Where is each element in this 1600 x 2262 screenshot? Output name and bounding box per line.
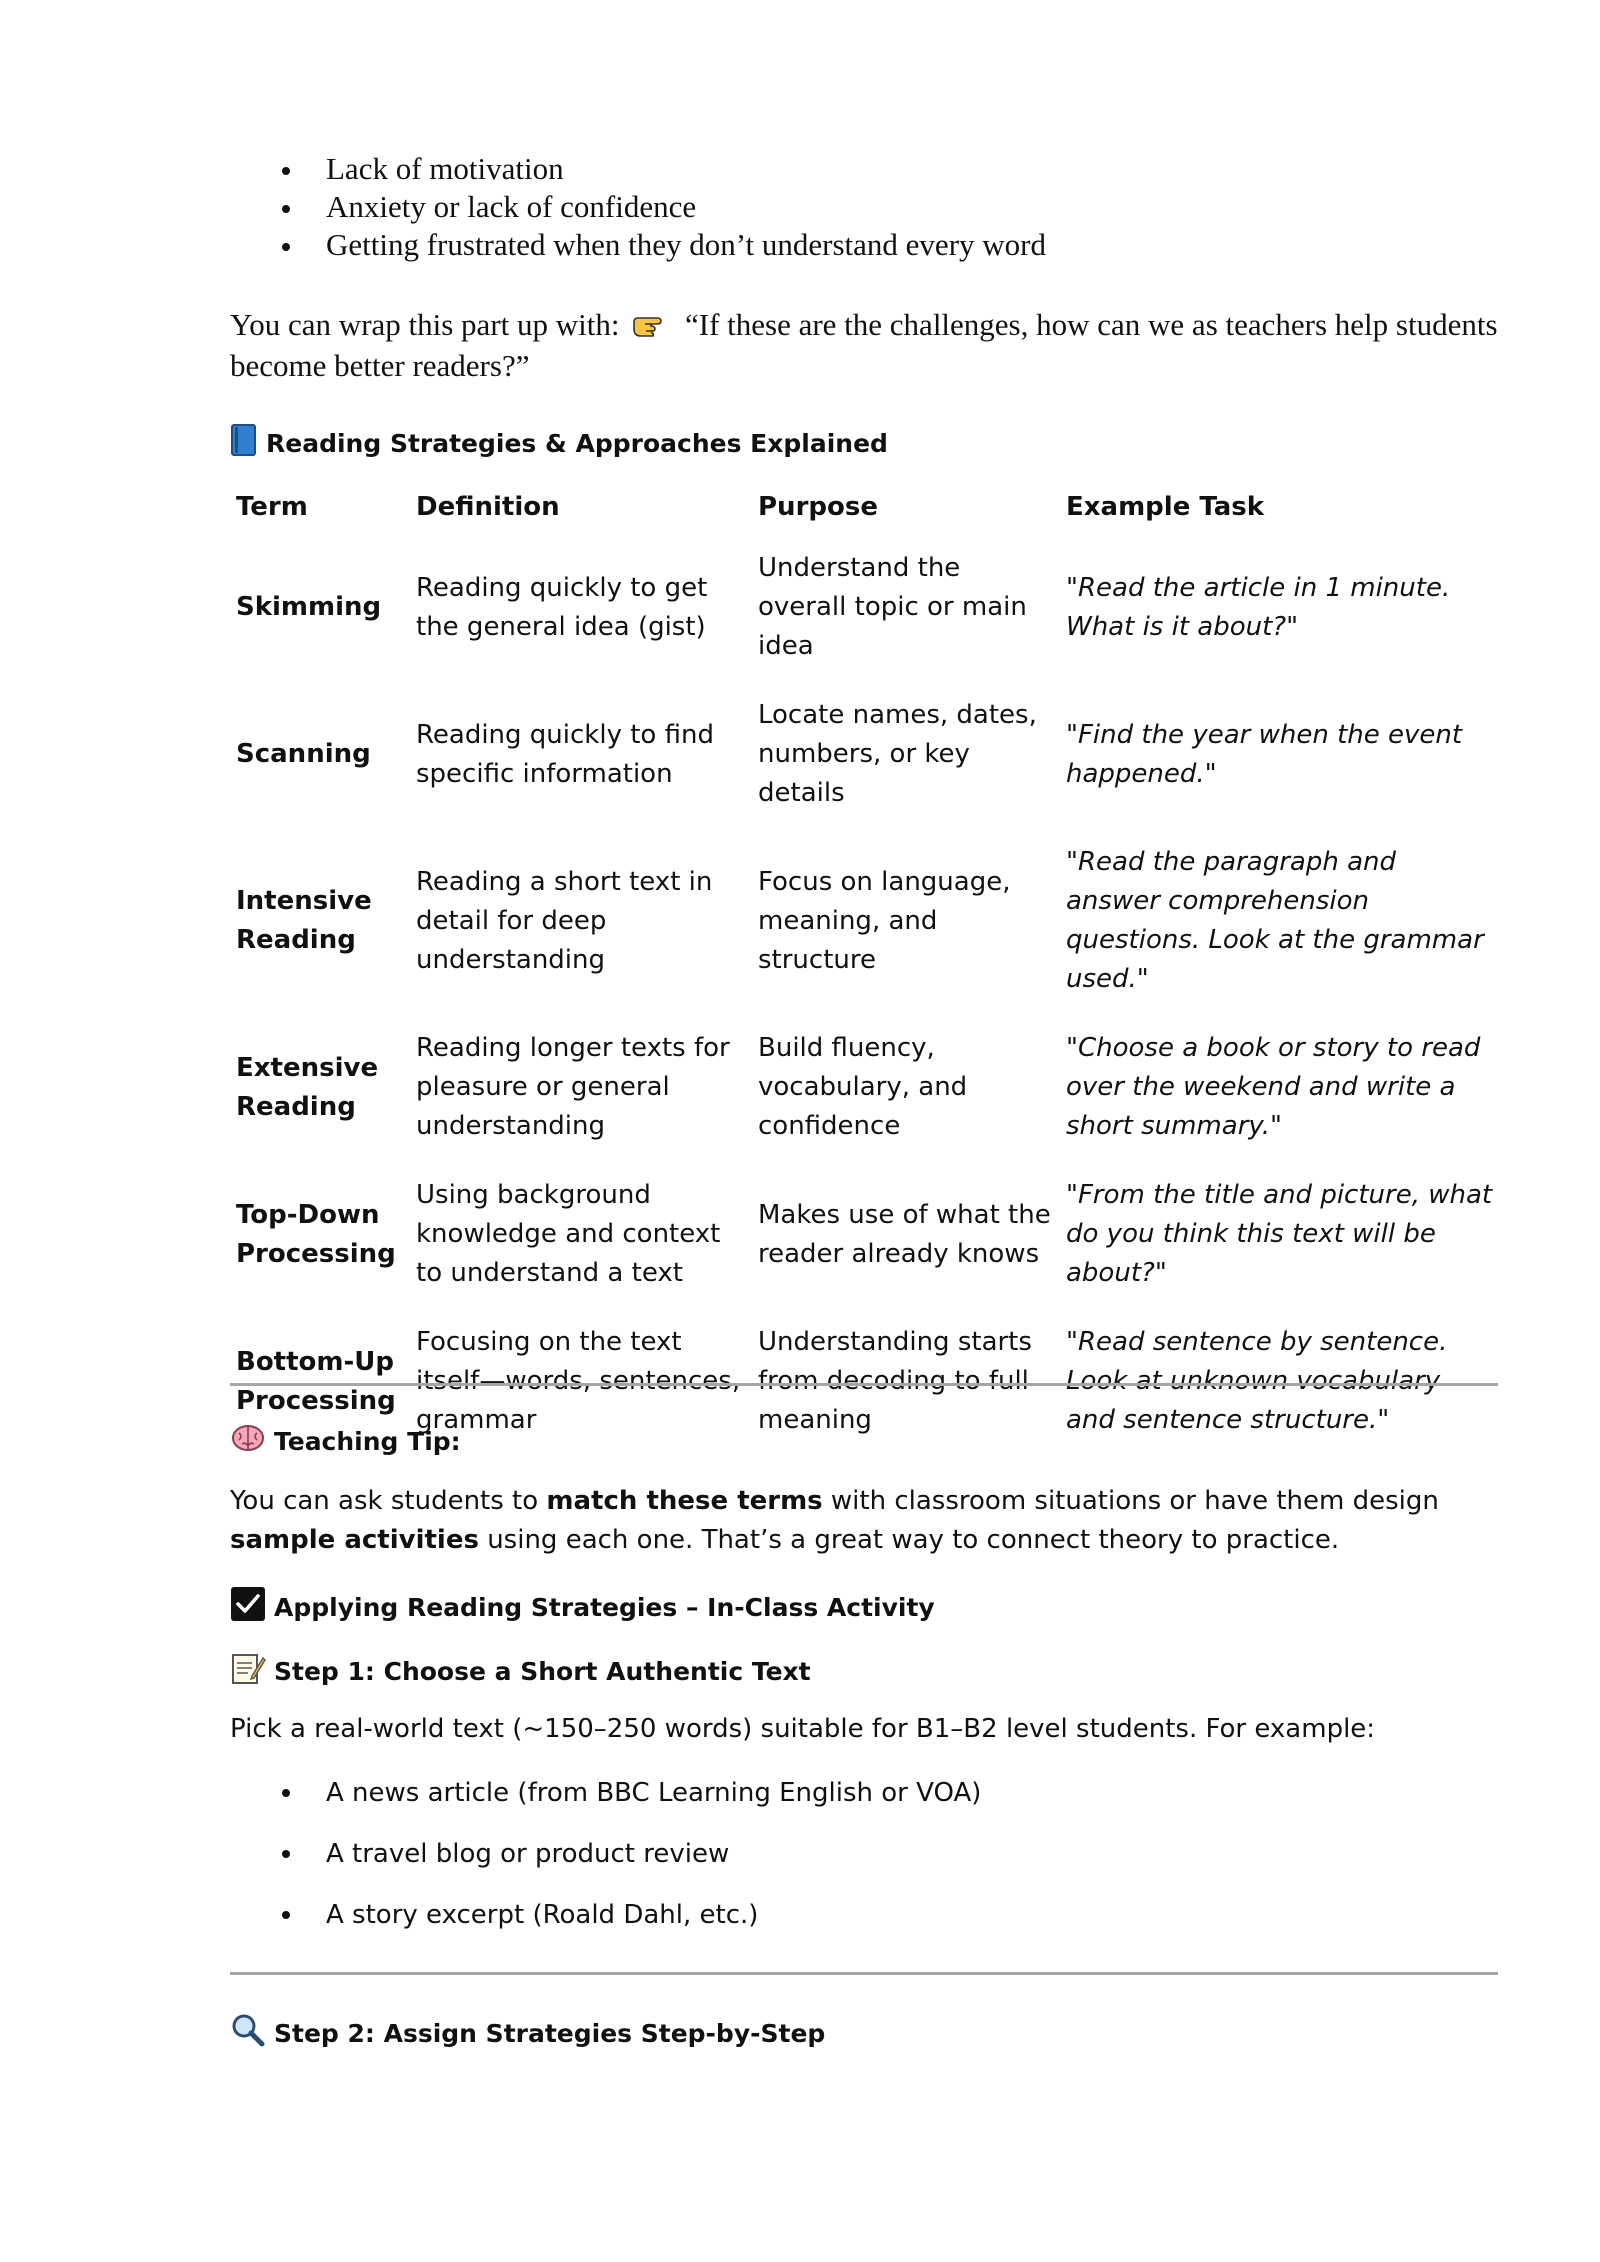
wrap-up-quote: “If these are the challenges, how can we as teachers help students become better readers?” <box>230 307 1498 383</box>
pointing-hand-icon <box>631 309 671 347</box>
term-cell: Bottom-Up Processing <box>236 1346 396 1416</box>
step2-heading <box>230 2012 825 2054</box>
purpose-cell: Understand the overall topic or main idea <box>758 553 1027 661</box>
memo-icon <box>230 1650 266 1692</box>
table-row <box>230 1176 1500 1323</box>
column-header: Purpose <box>758 492 878 522</box>
step2-title: Step 2: Assign Strategies Step-by-Step <box>274 2018 826 2048</box>
tip-text-part: with classroom situations or have them design <box>822 1486 1439 1516</box>
definition-cell: Using background knowledge and context to understand a text <box>416 1180 721 1288</box>
tip-text-part: You can ask students to <box>230 1486 547 1516</box>
table-row <box>230 549 1500 696</box>
teaching-tip-heading <box>230 1423 461 1459</box>
tip-text-part: using each one. That’s a great way to connect theory to practice. <box>478 1525 1340 1555</box>
example-cell: "Read sentence by sentence. Look at unknown vocabulary and sentence structure." <box>1066 1327 1448 1435</box>
wrap-up-paragraph <box>230 306 1530 385</box>
list-item: A news article (from BBC Learning English or VOA) <box>270 1774 981 1835</box>
example-cell: "Choose a book or story to read over the weekend and write a short summary." <box>1066 1033 1481 1141</box>
column-header: Term <box>236 492 308 522</box>
table-row <box>230 843 1500 1029</box>
purpose-cell: Locate names, dates, numbers, or key details <box>758 700 1037 808</box>
column-header: Example Task <box>1066 492 1265 522</box>
section-title: Reading Strategies & Approaches Explained <box>266 428 888 458</box>
check-mark-icon <box>230 1586 266 1628</box>
definition-cell: Reading quickly to get the general idea (gist) <box>416 572 708 642</box>
magnifying-glass-icon <box>230 2012 266 2054</box>
wrap-up-lead: You can wrap this part up with: <box>230 307 620 342</box>
example-cell: "From the title and picture, what do you think this text will be about?" <box>1066 1180 1493 1288</box>
teaching-tip-title: Teaching Tip: <box>274 1426 461 1456</box>
table-row <box>230 696 1500 843</box>
text-examples-list <box>270 1774 981 1957</box>
horizontal-divider <box>230 1972 1498 1975</box>
term-cell: Scanning <box>236 739 371 769</box>
activity-heading <box>230 1586 935 1628</box>
blue-book-icon <box>230 423 258 463</box>
challenges-list <box>270 150 1046 264</box>
example-cell: "Find the year when the event happened." <box>1066 719 1463 789</box>
purpose-cell: Build fluency, vocabulary, and confidence <box>758 1033 968 1141</box>
table-row <box>230 1029 1500 1176</box>
list-item: Getting frustrated when they don’t understand every word <box>270 226 1046 264</box>
strategies-table <box>230 488 1500 1470</box>
step1-intro: Pick a real-world text (~150–250 words) suitable for B1–B2 level students. For example: <box>230 1714 1376 1744</box>
column-header: Definition <box>416 492 560 522</box>
strategies-heading <box>230 423 888 463</box>
teaching-tip-text <box>230 1482 1510 1560</box>
definition-cell: Reading a short text in detail for deep understanding <box>416 866 713 975</box>
activity-title: Applying Reading Strategies – In-Class Activity <box>274 1592 935 1622</box>
definition-cell: Focusing on the text itself—words, sentences, grammar <box>416 1327 741 1435</box>
list-item: A travel blog or product review <box>270 1835 981 1896</box>
list-item: Lack of motivation <box>270 150 1046 188</box>
term-cell: Skimming <box>236 592 382 622</box>
term-cell: Top-Down Processing <box>236 1199 396 1269</box>
definition-cell: Reading quickly to find specific information <box>416 719 714 789</box>
term-cell: Extensive Reading <box>236 1052 379 1122</box>
example-cell: "Read the paragraph and answer comprehension questions. Look at the grammar used." <box>1066 847 1484 994</box>
tip-bold-part: match these terms <box>546 1486 823 1516</box>
term-cell: Intensive Reading <box>236 886 372 955</box>
list-item: A story excerpt (Roald Dahl, etc.) <box>270 1896 981 1957</box>
purpose-cell: Understanding starts from decoding to full meaning <box>758 1327 1032 1435</box>
horizontal-divider <box>230 1383 1498 1386</box>
purpose-cell: Makes use of what the reader already knows <box>758 1199 1051 1269</box>
table-header-row <box>230 488 1500 549</box>
step1-heading <box>230 1650 811 1692</box>
example-cell: "Read the article in 1 minute. What is it about?" <box>1066 572 1451 642</box>
list-item: Anxiety or lack of confidence <box>270 188 1046 226</box>
definition-cell: Reading longer texts for pleasure or general understanding <box>416 1033 730 1141</box>
brain-icon <box>230 1423 266 1459</box>
tip-bold-part: sample activities <box>230 1525 479 1555</box>
step1-title: Step 1: Choose a Short Authentic Text <box>274 1656 811 1686</box>
purpose-cell: Focus on language, meaning, and structure <box>758 866 1011 975</box>
